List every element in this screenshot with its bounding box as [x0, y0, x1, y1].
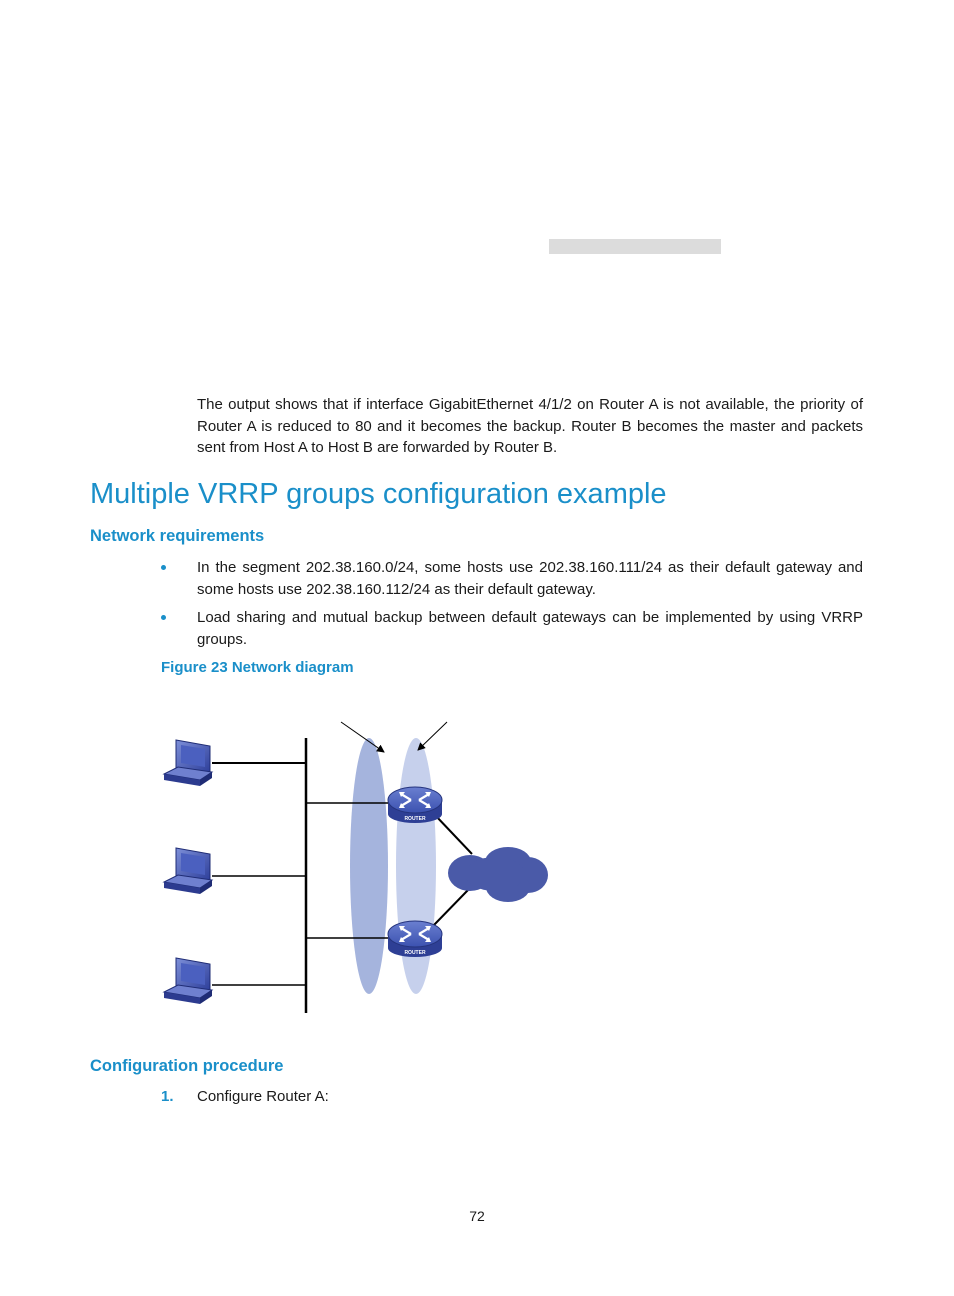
intro-paragraph: The output shows that if interface GigabitEthernet 4/1/2 on Router A is not available, the priority of Router A is reduced to 80 and it becomes the backup. Router B becomes the master and packets sent from Host A to Host B are forwarded by Router B.	[197, 396, 863, 456]
vrrp-group-1-ellipse	[350, 738, 388, 994]
router-icon	[388, 787, 442, 823]
host-pc-icon	[164, 958, 212, 1004]
bullet-icon	[161, 565, 166, 570]
step-number: 1.	[161, 1088, 174, 1105]
router-link	[433, 890, 468, 926]
bullet-icon	[161, 615, 166, 620]
configuration-procedure-heading: Configuration procedure	[90, 1057, 284, 1075]
requirements-list	[161, 557, 863, 657]
router-link	[435, 815, 472, 854]
network-diagram	[150, 712, 570, 1022]
procedure-step	[161, 1088, 329, 1105]
router-icon	[388, 921, 442, 957]
list-item: In the segment 202.38.160.0/24, some hosts use 202.38.160.111/24 as their default gateway and some hosts use 202.38.160.112/24 as their default gateway.	[161, 557, 863, 600]
section-title: Multiple VRRP groups configuration example	[90, 478, 667, 510]
list-item: Load sharing and mutual backup between default gateways can be implemented by using VRRP groups.	[161, 607, 863, 650]
step-text: Configure Router A:	[197, 1088, 329, 1105]
network-requirements-heading: Network requirements	[90, 527, 265, 545]
host-pc-icon	[164, 740, 212, 786]
host-pc-icon	[164, 848, 212, 894]
highlight-bar	[549, 239, 721, 254]
page-number: 72	[469, 1208, 485, 1224]
figure-caption: Figure 23 Network diagram	[161, 659, 354, 676]
router-label: ROUTER	[404, 816, 426, 822]
router-label: ROUTER	[404, 950, 426, 956]
arrow-icon	[418, 722, 447, 750]
